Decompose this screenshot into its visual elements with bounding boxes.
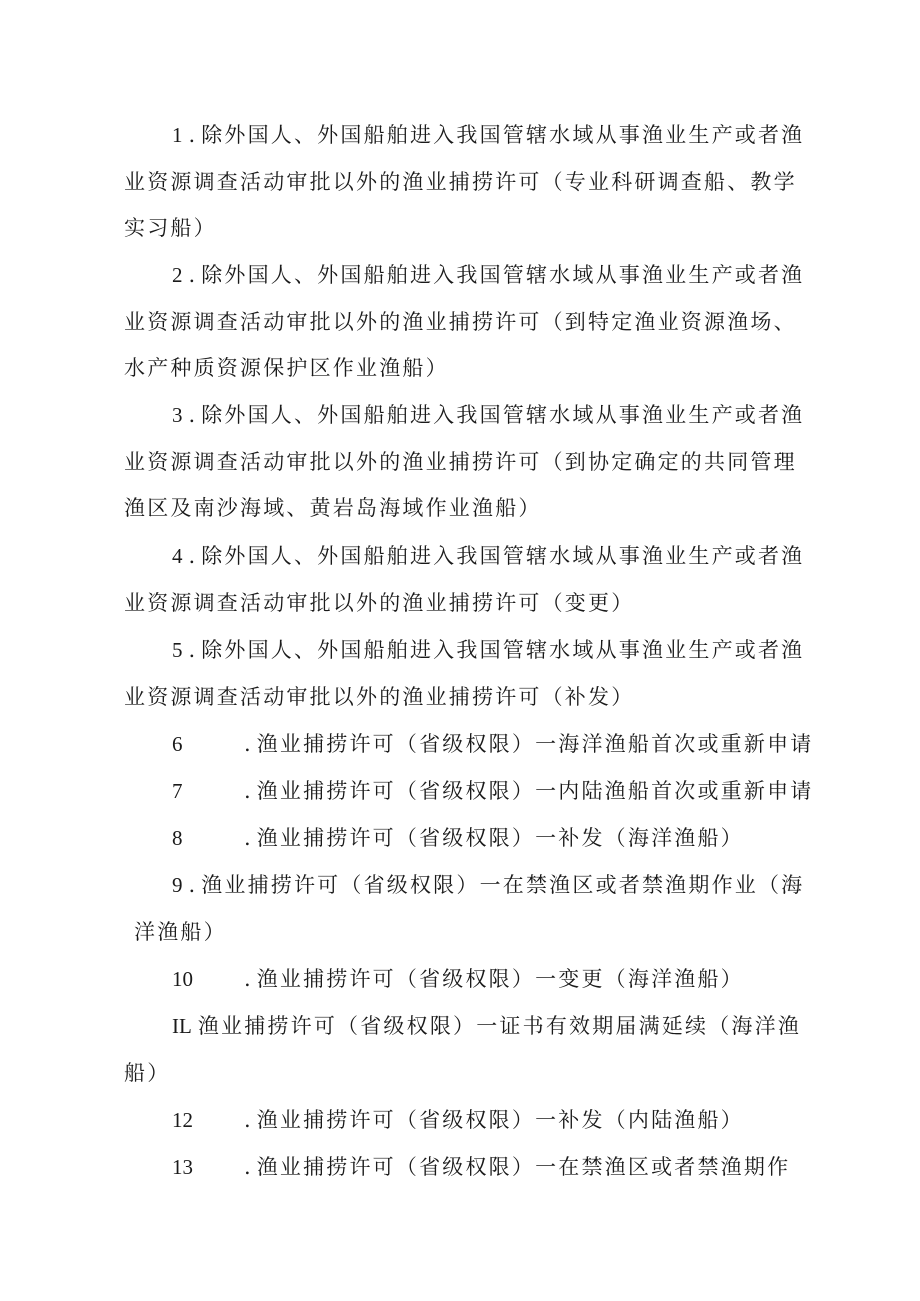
item-dot: . — [188, 873, 196, 897]
item-number: 5 — [172, 638, 183, 662]
list-item-first-line — [124, 112, 814, 159]
item-text: 除外国人、外国船舶进入我国管辖水域从事渔业生产或者渔 — [201, 544, 805, 568]
item-text: 渔业捕捞许可（省级权限）一变更（海洋渔船） — [256, 967, 744, 991]
list-item-3 — [124, 392, 814, 532]
item-text: 除外国人、外国船舶进入我国管辖水域从事渔业生产或者渔 — [201, 638, 805, 662]
item-dot: . — [188, 544, 196, 568]
item-text: 业资源调查活动审批以外的渔业捕捞许可（专业科研调查船、教学 — [124, 169, 797, 194]
list-item-first-line — [124, 815, 814, 862]
item-dot: . — [188, 123, 196, 147]
item-text: 渔业捕捞许可（省级权限）一海洋渔船首次或重新申请 — [256, 732, 814, 756]
list-item-10 — [124, 956, 814, 1003]
list-item-first-line — [124, 1097, 814, 1144]
item-text: 渔业捕捞许可（省级权限）一内陆渔船首次或重新申请 — [256, 779, 814, 803]
item-text: 渔业捕捞许可（省级权限）一补发（海洋渔船） — [256, 826, 744, 850]
item-text: 除外国人、外国船舶进入我国管辖水域从事渔业生产或者渔 — [201, 403, 805, 427]
item-text: 业资源调查活动审批以外的渔业捕捞许可（变更） — [124, 590, 635, 615]
item-text: 洋渔船） — [134, 919, 227, 944]
item-dot: . — [188, 403, 196, 427]
item-number: 3 — [172, 403, 183, 427]
item-text: 实习船） — [124, 216, 217, 240]
item-dot: . — [244, 1108, 251, 1132]
list-item-first-line — [124, 956, 814, 1003]
item-number: IL — [172, 1014, 192, 1038]
item-number: 6 — [172, 732, 183, 756]
item-text: 除外国人、外国船舶进入我国管辖水域从事渔业生产或者渔 — [201, 123, 805, 147]
list-item-first-line — [124, 252, 814, 299]
list-item-2 — [124, 252, 814, 392]
item-text: 渔业捕捞许可（省级权限）一在禁渔区或者禁渔期作 — [256, 1155, 791, 1179]
list-item-first-line — [124, 1003, 814, 1050]
list-item-first-line — [124, 862, 814, 909]
item-dot: . — [244, 732, 251, 756]
list-item-11 — [124, 1003, 814, 1096]
item-number: 8 — [172, 826, 183, 850]
list-item-4 — [124, 533, 814, 626]
item-number: 12 — [172, 1108, 193, 1132]
item-text: 除外国人、外国船舶进入我国管辖水域从事渔业生产或者渔 — [201, 263, 805, 287]
item-text: 船） — [124, 1060, 171, 1085]
item-text: 业资源调查活动审批以外的渔业捕捞许可（补发） — [124, 684, 635, 709]
item-dot: . — [244, 1155, 251, 1179]
item-dot: . — [244, 967, 251, 991]
item-number: 4 — [172, 544, 183, 568]
list-item-first-line — [124, 1144, 814, 1191]
list-item-6 — [124, 721, 814, 768]
list-item-first-line — [124, 721, 814, 768]
list-item-9 — [124, 862, 814, 955]
item-text: 业资源调查活动审批以外的渔业捕捞许可（到协定确定的共同管理 — [124, 449, 797, 474]
item-number: 2 — [172, 263, 183, 287]
list-item-first-line — [124, 768, 814, 815]
item-text: 渔业捕捞许可（省级权限）一补发（内陆渔船） — [256, 1108, 744, 1132]
item-number: 7 — [172, 779, 183, 803]
item-number: 1 — [172, 123, 183, 147]
item-dot: . — [188, 263, 196, 287]
item-text: 渔区及南沙海域、黄岩岛海域作业渔船） — [124, 496, 542, 520]
list-item-first-line — [124, 533, 814, 580]
item-number: 10 — [172, 967, 193, 991]
item-text: 水产种质资源保护区作业渔船） — [124, 356, 449, 380]
item-number: 13 — [172, 1155, 193, 1179]
item-dot: . — [244, 779, 251, 803]
list-item-13 — [124, 1144, 814, 1191]
item-text: 渔业捕捞许可（省级权限）一在禁渔区或者禁渔期作业（海 — [201, 873, 805, 897]
list-item-first-line — [124, 627, 814, 674]
list-item-12 — [124, 1097, 814, 1144]
item-dot: . — [244, 826, 251, 850]
item-number: 9 — [172, 873, 183, 897]
item-dot: . — [188, 638, 196, 662]
item-text: 业资源调查活动审批以外的渔业捕捞许可（到特定渔业资源渔场、 — [124, 309, 797, 334]
list-item-8 — [124, 815, 814, 862]
item-text: 渔业捕捞许可（省级权限）一证书有效期届满延续（海洋渔 — [197, 1014, 802, 1038]
list-item-5 — [124, 627, 814, 720]
list-item-7 — [124, 768, 814, 815]
list-item-1 — [124, 112, 814, 252]
list-item-first-line — [124, 392, 814, 439]
